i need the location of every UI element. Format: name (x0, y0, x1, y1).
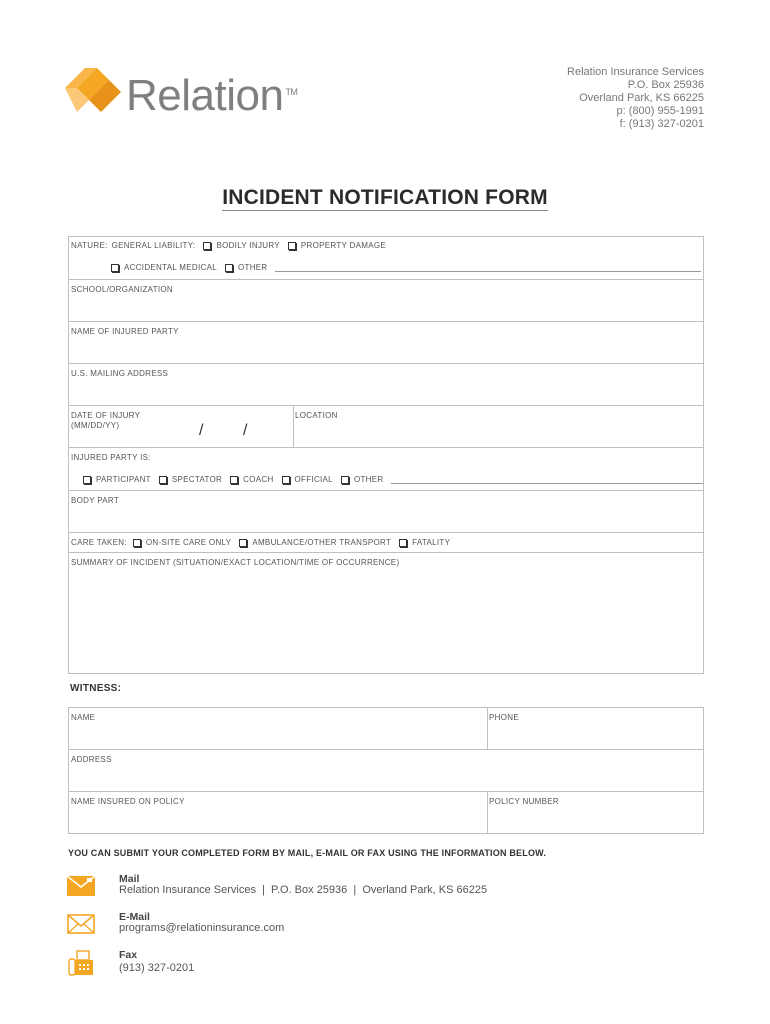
witness-address-row[interactable] (69, 750, 703, 792)
date-location-row (69, 406, 703, 448)
option-spectator[interactable]: SPECTATOR (159, 475, 222, 484)
option-bodily-injury[interactable]: BODILY INJURY (203, 241, 279, 250)
fax-machine-icon (66, 949, 96, 977)
company-name: Relation Insurance Services (567, 66, 704, 78)
email-address[interactable]: programs@relationinsurance.com (119, 922, 285, 934)
submit-instructions: YOU CAN SUBMIT YOUR COMPLETED FORM BY MAIL, E-MAIL OR FAX USING THE INFORMATION BELOW. (68, 848, 547, 858)
injured-name-row[interactable] (69, 322, 703, 364)
policy-number-label[interactable]: POLICY NUMBER (489, 797, 559, 806)
company-address-block (567, 66, 704, 131)
checkbox-icon[interactable] (399, 539, 407, 547)
option-official[interactable]: OFFICIAL (282, 475, 333, 484)
checkbox-icon[interactable] (288, 242, 296, 250)
checkbox-icon[interactable] (282, 476, 290, 484)
mailing-address-label: U.S. MAILING ADDRESS (71, 369, 169, 378)
fax-heading: Fax (119, 949, 138, 961)
general-liability-label: GENERAL LIABILITY: (111, 241, 196, 250)
witness-title: WITNESS: (70, 683, 122, 694)
checkbox-icon[interactable] (133, 539, 141, 547)
checkbox-icon[interactable] (230, 476, 238, 484)
mailing-address-row[interactable] (69, 364, 703, 406)
witness-form (68, 707, 704, 834)
checkbox-icon[interactable] (225, 264, 233, 272)
summary-row[interactable] (69, 553, 703, 673)
date-separator-2: / (243, 422, 248, 439)
option-nature-other[interactable]: OTHER (225, 263, 268, 272)
checkbox-icon[interactable] (341, 476, 349, 484)
company-po-box: P.O. Box 25936 (627, 79, 704, 91)
witness-name-row (69, 708, 703, 750)
incident-form (68, 236, 704, 674)
checkbox-icon[interactable] (239, 539, 247, 547)
option-ambulance[interactable]: AMBULANCE/OTHER TRANSPORT (239, 538, 391, 547)
date-format-label: (MM/DD/YY) (71, 421, 120, 430)
date-field[interactable] (69, 406, 294, 448)
date-label: DATE OF INJURY (71, 411, 141, 420)
trademark: TM (285, 87, 298, 97)
nature-label: NATURE: (71, 241, 108, 250)
school-row[interactable] (69, 280, 703, 322)
option-fatality[interactable]: FATALITY (399, 538, 450, 547)
body-part-row[interactable] (69, 491, 703, 533)
brand-name: Relation ™ (126, 71, 298, 120)
option-onsite-care[interactable]: ON-SITE CARE ONLY (133, 538, 231, 547)
envelope-outline-icon (66, 911, 96, 937)
injured-party-row (69, 448, 703, 491)
mail-heading: Mail (119, 873, 140, 885)
injured-name-label: NAME OF INJURED PARTY (71, 327, 179, 336)
witness-address-label: ADDRESS (71, 755, 112, 764)
insured-name-field[interactable] (69, 792, 488, 833)
checkbox-icon[interactable] (111, 264, 119, 272)
witness-phone-label[interactable]: PHONE (489, 713, 519, 722)
email-heading: E-Mail (119, 911, 150, 923)
company-phone: p: (800) 955-1991 (616, 105, 704, 117)
witness-name-field[interactable] (69, 708, 488, 750)
company-fax: f: (913) 327-0201 (619, 118, 704, 130)
location-label: LOCATION (295, 411, 338, 420)
company-city: Overland Park, KS 66225 (579, 92, 704, 104)
relation-logo-icon (63, 58, 123, 118)
witness-name-label: NAME (71, 713, 96, 722)
injured-party-label: INJURED PARTY IS: (71, 453, 151, 462)
checkbox-icon[interactable] (83, 476, 91, 484)
insured-name-label: NAME INSURED ON POLICY (71, 797, 185, 806)
body-part-label: BODY PART (71, 496, 120, 505)
care-label: CARE TAKEN: (71, 538, 127, 547)
fax-number: (913) 327-0201 (119, 962, 195, 974)
policy-row (69, 792, 703, 833)
summary-label: SUMMARY OF INCIDENT (SITUATION/EXACT LOCATION/TIME OF OCCURRENCE) (71, 558, 400, 567)
option-accidental-medical[interactable]: ACCIDENTAL MEDICAL (111, 263, 217, 272)
mail-address: Relation Insurance Services | P.O. Box 25936 | Overland Park, KS 66225 (119, 884, 488, 896)
date-separator-1: / (199, 422, 204, 439)
nature-row (69, 237, 703, 280)
option-participant[interactable]: PARTICIPANT (83, 475, 151, 484)
option-coach[interactable]: COACH (230, 475, 273, 484)
envelope-filled-icon (66, 873, 96, 899)
checkbox-icon[interactable] (159, 476, 167, 484)
care-taken-row (69, 533, 703, 553)
option-party-other[interactable]: OTHER (341, 475, 384, 484)
nature-other-line[interactable] (275, 263, 701, 272)
party-other-line[interactable] (391, 475, 703, 484)
checkbox-icon[interactable] (203, 242, 211, 250)
form-title: INCIDENT NOTIFICATION FORM (222, 186, 548, 209)
school-label: SCHOOL/ORGANIZATION (71, 285, 174, 294)
option-property-damage[interactable]: PROPERTY DAMAGE (288, 241, 386, 250)
